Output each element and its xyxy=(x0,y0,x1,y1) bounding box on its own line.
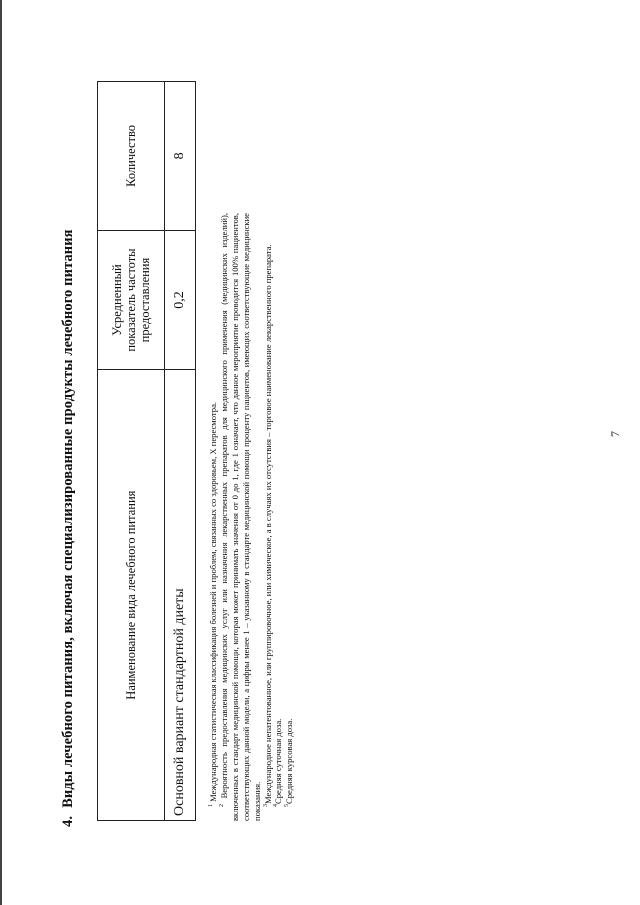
section-heading xyxy=(60,229,77,827)
header-quantity: Количество xyxy=(98,82,165,231)
footnote-1 xyxy=(208,213,219,821)
footnote-mark: 4 xyxy=(273,804,280,807)
section-title: Виды лечебного питания, включая специализированные продукты лечебного питания xyxy=(60,229,76,808)
footnotes xyxy=(208,213,295,821)
table-header-row xyxy=(98,82,165,821)
cell-frequency: 0,2 xyxy=(165,230,196,369)
cell-quantity: 8 xyxy=(165,82,196,231)
footnote-5 xyxy=(284,213,295,821)
footnote-text: Средняя курсовая доза. xyxy=(284,718,295,804)
section-number: 4. xyxy=(60,815,76,827)
footnote-mark: 3 xyxy=(262,804,269,807)
footnote-3 xyxy=(263,213,274,821)
cell-diet-name: Основной вариант стандартной диеты xyxy=(165,370,196,821)
footnote-mark: 2 xyxy=(219,804,226,807)
footnote-mark: 1 xyxy=(208,804,215,807)
footnote-text: Международная статистическая классификация болезней и проблем, связанных со здоровьем, X пересмотра. xyxy=(208,401,218,802)
header-frequency: Усредненный показатель частоты предоставления xyxy=(98,230,165,369)
header-diet-name: Наименование вида лечебного питания xyxy=(98,370,165,821)
footnote-2 xyxy=(219,213,263,821)
page-number: 7 xyxy=(608,431,622,437)
footnote-mark: 5 xyxy=(284,804,291,807)
table-row xyxy=(165,82,196,821)
footnote-text: Средняя суточная доза. xyxy=(273,718,284,804)
diet-table xyxy=(97,81,196,821)
footnote-text: Вероятность предоставления медицинских услуг или назначения лекарственных препаратов для медицинского применения (медицинских изделий), включенных в стандарт медицинской помощи, которая может принимать значения от 0 до 1, где 1 означает, что данное мероприятие проводится 100% пациентов, соответствующих данной модели, а цифры менее 1 – указанному в стандарте медицинской помощи проценту пациентов, имеющих соответствующие медицинские показания. xyxy=(218,213,262,821)
rotated-content xyxy=(2,0,640,905)
footnote-text: Международное непатентованное, или группировочное, или химическое, а в случаях их отсутствия – торговое наименование лекарственного препарата. xyxy=(262,244,273,804)
footnote-4 xyxy=(273,213,284,821)
